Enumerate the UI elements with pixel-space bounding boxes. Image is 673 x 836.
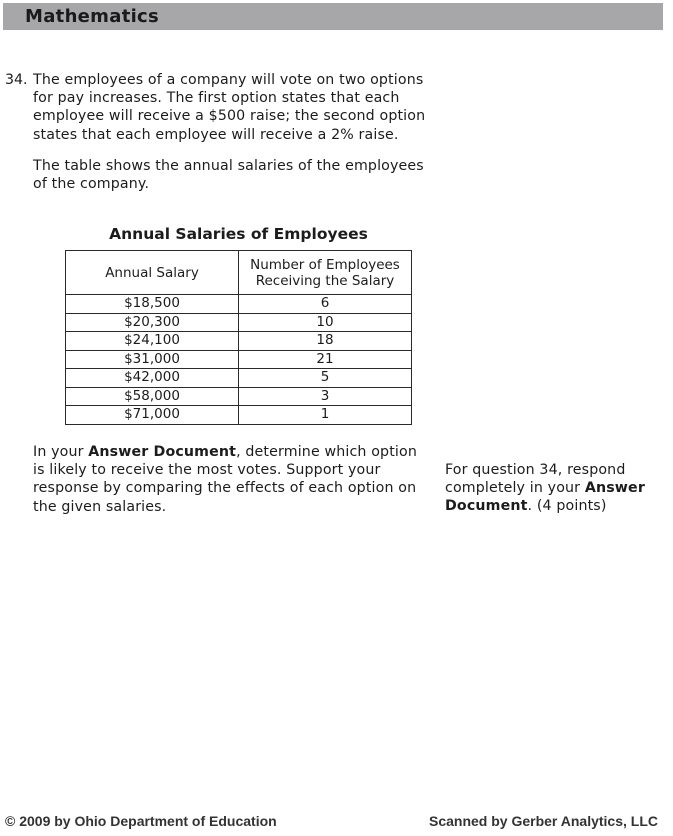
salary-cell: $18,500 xyxy=(66,295,239,314)
answer-document-emphasis: Answer Document xyxy=(445,480,645,515)
answer-prompt xyxy=(33,443,433,516)
salary-cell: $20,300 xyxy=(66,313,239,332)
subject-header-band xyxy=(3,3,663,30)
count-cell: 6 xyxy=(239,295,412,314)
table-row xyxy=(66,295,412,314)
question-paragraph: The table shows the annual salaries of the employees of the company. xyxy=(33,157,424,193)
salary-cell: $42,000 xyxy=(66,369,239,388)
instruction-text: For question 34, respond completely in your xyxy=(445,462,626,497)
table-row xyxy=(66,387,412,406)
prompt-text: In your xyxy=(33,444,89,460)
table-row xyxy=(66,313,412,332)
table-row xyxy=(66,350,412,369)
response-instructions xyxy=(445,461,670,516)
scanner-credit-footer: Scanned by Gerber Analytics, LLC xyxy=(429,813,658,829)
prompt-text: , determine which option is likely to receive the most votes. Support your response by comparing the effects of each option on the given salaries. xyxy=(33,444,417,515)
table-row xyxy=(66,369,412,388)
salary-cell: $58,000 xyxy=(66,387,239,406)
count-cell: 21 xyxy=(239,350,412,369)
column-header-annual-salary: Annual Salary xyxy=(66,251,239,295)
question-stem xyxy=(33,71,433,193)
copyright-footer: © 2009 by Ohio Department of Education xyxy=(5,813,277,829)
count-cell: 5 xyxy=(239,369,412,388)
question-paragraph: The employees of a company will vote on two options for pay increases. The first option states that each employee will receive a $500 raise; the second option states that each employee will receive a 2% raise. xyxy=(33,72,426,143)
count-cell: 3 xyxy=(239,387,412,406)
salary-cell: $31,000 xyxy=(66,350,239,369)
column-header-line: Number of Employees xyxy=(250,256,400,273)
column-header-line: Receiving the Salary xyxy=(255,272,395,289)
question-number: 34. xyxy=(5,72,28,88)
count-cell: 1 xyxy=(239,406,412,425)
table-row xyxy=(66,332,412,351)
table-row xyxy=(66,406,412,425)
salary-cell: $71,000 xyxy=(66,406,239,425)
subject-title: Mathematics xyxy=(25,6,160,27)
answer-document-emphasis: Answer Document xyxy=(88,444,237,460)
table-header-row xyxy=(66,251,412,295)
instruction-text: . (4 points) xyxy=(527,498,607,515)
count-cell: 18 xyxy=(239,332,412,351)
salary-cell: $24,100 xyxy=(66,332,239,351)
column-header-number-of-employees xyxy=(239,251,412,295)
table-title: Annual Salaries of Employees xyxy=(109,225,368,243)
salaries-table xyxy=(65,250,412,425)
count-cell: 10 xyxy=(239,313,412,332)
